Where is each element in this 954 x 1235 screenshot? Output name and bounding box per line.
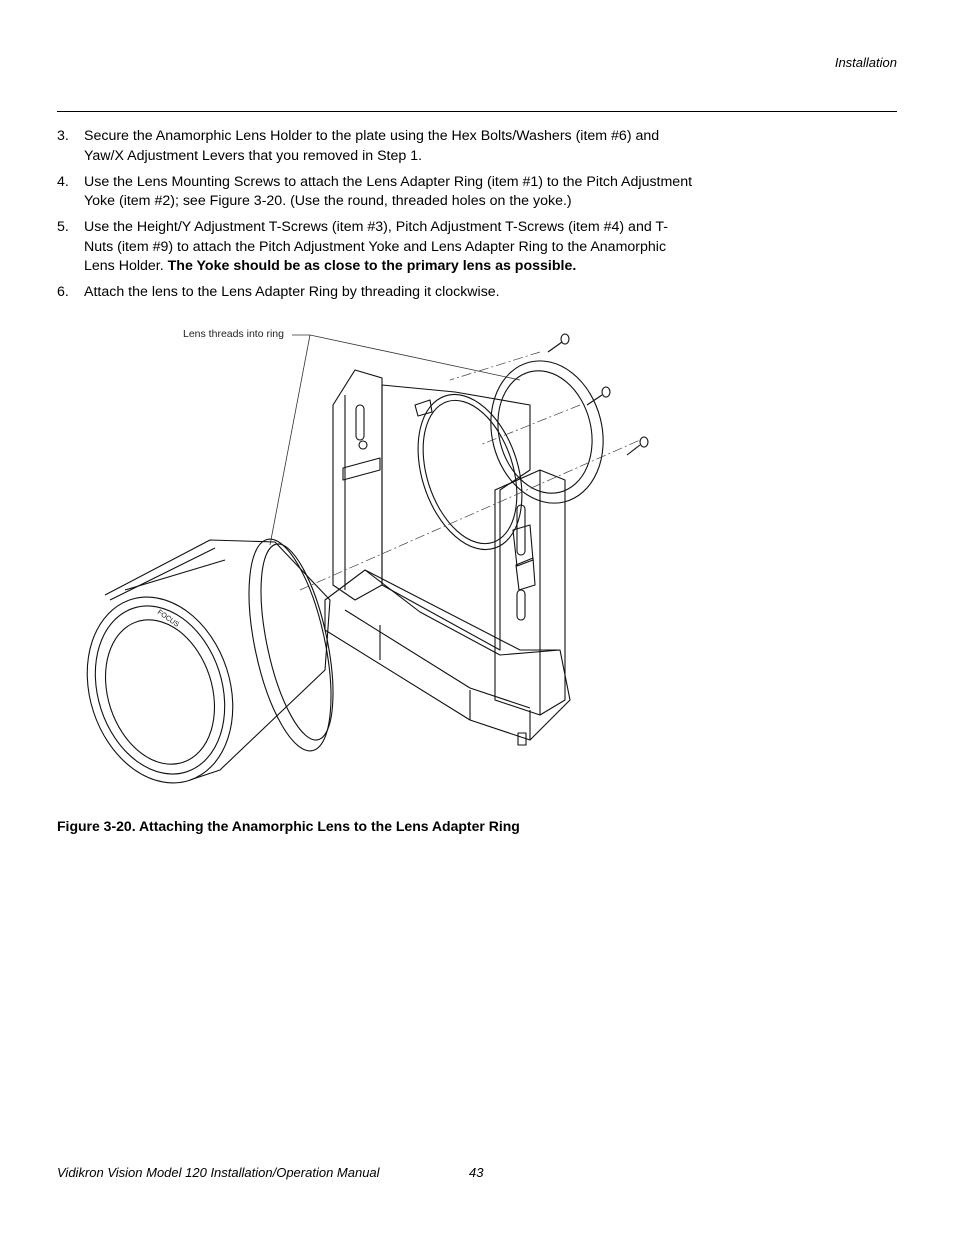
step-emphasis: The Yoke should be as close to the primary lens as possible. <box>167 258 577 274</box>
instruction-steps <box>57 127 697 309</box>
anamorphic-lens <box>80 532 347 790</box>
lens-adapter-ring <box>476 349 618 515</box>
mounting-screws <box>548 334 648 455</box>
footer-manual-title: Vidikron Vision Model 120 Installation/Operation Manual <box>57 1165 380 1180</box>
step-item <box>57 283 697 303</box>
step-number: 5. <box>57 219 69 235</box>
lens-focus-label: FOCUS <box>155 608 180 629</box>
holder-left-plate <box>333 370 382 600</box>
figure-callout: Lens threads into ring <box>183 328 284 340</box>
callout-leaders <box>270 335 520 545</box>
step-text: Attach the lens to the Lens Adapter Ring by threading it clockwise. <box>84 284 500 300</box>
step-text: Use the Lens Mounting Screws to attach the Lens Adapter Ring (item #1) to the Pitch Adjustment Yoke (item #2); see Figure 3-20. (Use the round, threaded holes on the yoke.) <box>84 173 693 209</box>
step-number: 4. <box>57 173 69 190</box>
lens-assembly-drawing <box>80 320 680 790</box>
page-number: 43 <box>469 1165 484 1180</box>
step-item <box>57 173 697 212</box>
running-head: Installation <box>834 55 897 70</box>
figure-caption: Figure 3-20. Attaching the Anamorphic Lens to the Lens Adapter Ring <box>57 818 520 834</box>
lens-assembly-figure <box>80 320 680 790</box>
step-number: 3. <box>57 128 69 144</box>
step-item <box>57 218 697 277</box>
step-item <box>57 127 697 166</box>
holder-right-plate <box>495 470 565 715</box>
centre-lines <box>300 352 640 590</box>
step-text: Secure the Anamorphic Lens Holder to the plate using the Hex Bolts/Washers (item #6) and Yaw/X Adjustment Levers that you removed in Step 1. <box>84 128 660 164</box>
step-number: 6. <box>57 284 69 300</box>
header-rule <box>57 111 897 112</box>
step-text: Use the Height/Y Adjustment T-Screws (item #3), Pitch Adjustment T-Screws (item #4) and T-Nuts (item #9) to attach the Pitch Adjustment Yoke and Lens Adapter Ring to the Anamorphic Lens Holder. <box>84 219 669 274</box>
